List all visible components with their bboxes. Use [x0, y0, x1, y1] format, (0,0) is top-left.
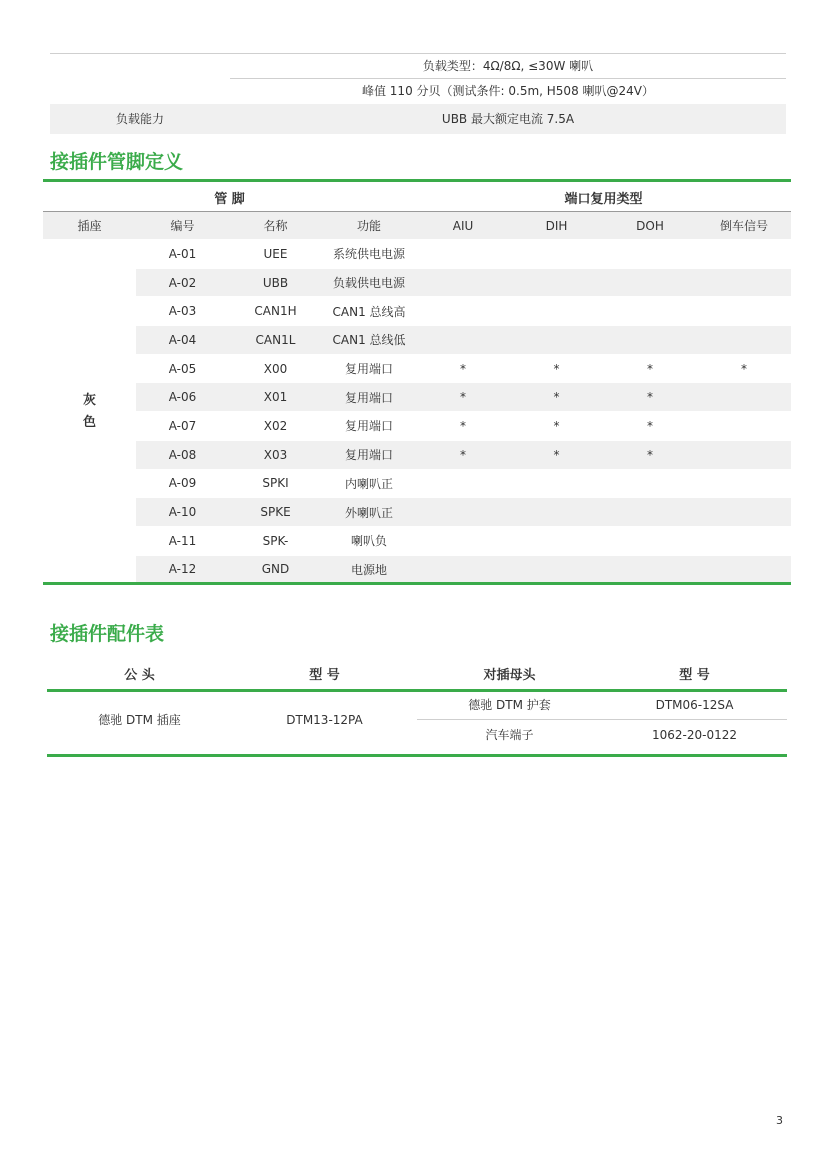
port-reverse: *: [697, 354, 791, 383]
port-doh: *: [603, 354, 697, 383]
pin-name: X01: [229, 383, 322, 412]
port-doh: [603, 268, 697, 297]
port-dih: *: [510, 412, 603, 441]
table-row: [43, 526, 791, 555]
table-row: [43, 354, 791, 383]
port-dih: [510, 326, 603, 355]
port-doh: *: [603, 412, 697, 441]
port-doh: [603, 555, 697, 584]
pin-number: A-01: [136, 240, 229, 269]
port-doh: [603, 498, 697, 527]
acc-header-male: 公 头: [124, 667, 155, 683]
port-aiu: *: [416, 412, 510, 441]
pin-function: 复用端口: [322, 440, 416, 469]
pin-function: 电源地: [322, 555, 416, 584]
port-dih: *: [510, 354, 603, 383]
port-doh: [603, 326, 697, 355]
port-dih: *: [510, 440, 603, 469]
seat-cell: 灰 色: [43, 240, 136, 584]
port-aiu: [416, 326, 510, 355]
table-row: [43, 240, 791, 269]
col-header-no: 编号: [136, 212, 229, 240]
acc-male-model: DTM13-12PA: [286, 712, 363, 727]
spec-table: [50, 53, 786, 134]
pin-function: 内喇叭正: [322, 469, 416, 498]
pin-function: 外喇叭正: [322, 498, 416, 527]
green-divider: [47, 689, 787, 692]
pin-number: A-10: [136, 498, 229, 527]
port-aiu: [416, 297, 510, 326]
spec-capacity-value: UBB 最大额定电流 7.5A: [441, 112, 575, 126]
green-divider: [47, 754, 787, 757]
pin-name: UBB: [229, 268, 322, 297]
port-reverse: [697, 526, 791, 555]
acc-male: 德驰 DTM 插座: [98, 713, 181, 727]
port-reverse: [697, 383, 791, 412]
pin-number: A-02: [136, 268, 229, 297]
table-row: [43, 412, 791, 441]
spec-capacity-label: 负载能力: [115, 112, 164, 126]
acc-header-male-model: 型 号: [309, 667, 340, 683]
pin-number: A-08: [136, 440, 229, 469]
pin-number: A-03: [136, 297, 229, 326]
port-doh: [603, 469, 697, 498]
green-divider: [43, 179, 791, 182]
pin-name: GND: [229, 555, 322, 584]
pin-number: A-11: [136, 526, 229, 555]
pin-name: UEE: [229, 240, 322, 269]
col-header-doh: DOH: [603, 212, 697, 240]
table-row: [43, 469, 791, 498]
port-dih: [510, 469, 603, 498]
col-header-reverse: 倒车信号: [697, 212, 791, 240]
port-aiu: [416, 498, 510, 527]
col-header-dih: DIH: [510, 212, 603, 240]
port-aiu: [416, 268, 510, 297]
pin-function: 系统供电电源: [322, 240, 416, 269]
port-aiu: [416, 555, 510, 584]
table-row: [43, 268, 791, 297]
port-doh: *: [603, 440, 697, 469]
port-reverse: [697, 326, 791, 355]
table-row: [43, 555, 791, 584]
port-reverse: [697, 412, 791, 441]
spec-load-type: 负载类型：4Ω/8Ω, ≤30W 喇叭: [422, 59, 594, 73]
port-aiu: *: [416, 440, 510, 469]
pin-name: X00: [229, 354, 322, 383]
port-doh: *: [603, 383, 697, 412]
port-reverse: [697, 555, 791, 584]
table-row: [43, 383, 791, 412]
col-header-name: 名称: [229, 212, 322, 240]
port-aiu: *: [416, 383, 510, 412]
pin-function: 复用端口: [322, 383, 416, 412]
pin-number: A-05: [136, 354, 229, 383]
col-header-func: 功能: [322, 212, 416, 240]
port-reverse: [697, 240, 791, 269]
pin-name: CAN1L: [229, 326, 322, 355]
acc-female-name: 德驰 DTM 护套: [417, 690, 602, 720]
pin-name: X02: [229, 412, 322, 441]
pin-number: A-07: [136, 412, 229, 441]
pin-name: SPKE: [229, 498, 322, 527]
pin-number: A-06: [136, 383, 229, 412]
port-dih: [510, 526, 603, 555]
pin-function: 负载供电电源: [322, 268, 416, 297]
spec-row-load-type: [50, 53, 786, 79]
port-dih: [510, 498, 603, 527]
pin-name: CAN1H: [229, 297, 322, 326]
port-aiu: [416, 469, 510, 498]
port-reverse: [697, 268, 791, 297]
pin-number: A-09: [136, 469, 229, 498]
port-doh: [603, 526, 697, 555]
col-header-aiu: AIU: [416, 212, 510, 240]
acc-female-name: 汽车端子: [485, 728, 534, 742]
pin-section-title: 接插件管脚定义: [50, 151, 184, 173]
port-reverse: [697, 498, 791, 527]
acc-female-model: DTM06-12SA: [602, 690, 787, 720]
table-row: [43, 297, 791, 326]
col-header-seat: 插座: [43, 212, 136, 240]
pin-function: CAN1 总线高: [322, 297, 416, 326]
pin-name: SPK-: [229, 526, 322, 555]
table-row: [43, 498, 791, 527]
port-doh: [603, 297, 697, 326]
port-aiu: *: [416, 354, 510, 383]
port-aiu: [416, 240, 510, 269]
acc-table: [47, 656, 787, 749]
port-reverse: [697, 469, 791, 498]
table-row: [43, 326, 791, 355]
pin-name: X03: [229, 440, 322, 469]
page-number: 3: [776, 1114, 783, 1127]
spec-peak: 峰值 110 分贝（测试条件: 0.5m, H508 喇叭@24V）: [361, 84, 654, 98]
pin-function: 喇叭负: [322, 526, 416, 555]
port-dih: [510, 555, 603, 584]
port-reverse: [697, 440, 791, 469]
pin-number: A-12: [136, 555, 229, 584]
port-dih: [510, 268, 603, 297]
spec-row-peak: [50, 79, 786, 104]
spec-row-capacity: [50, 104, 786, 134]
port-aiu: [416, 526, 510, 555]
port-dih: [510, 240, 603, 269]
port-doh: [603, 240, 697, 269]
acc-section-title: 接插件配件表: [50, 623, 165, 645]
port-dih: *: [510, 383, 603, 412]
pin-table: [43, 183, 791, 584]
pin-name: SPKI: [229, 469, 322, 498]
acc-female-model: 1062-20-0122: [651, 727, 737, 742]
acc-header-female: 对插母头: [483, 667, 536, 683]
acc-header-female-model: 型 号: [679, 667, 710, 683]
port-reverse: [697, 297, 791, 326]
port-dih: [510, 297, 603, 326]
pin-function: 复用端口: [322, 354, 416, 383]
pin-group-header: 管 脚: [43, 183, 416, 212]
table-row: [43, 440, 791, 469]
port-group-header: 端口复用类型: [416, 183, 791, 212]
green-divider: [43, 582, 791, 585]
pin-function: 复用端口: [322, 412, 416, 441]
pin-function: CAN1 总线低: [322, 326, 416, 355]
pin-number: A-04: [136, 326, 229, 355]
